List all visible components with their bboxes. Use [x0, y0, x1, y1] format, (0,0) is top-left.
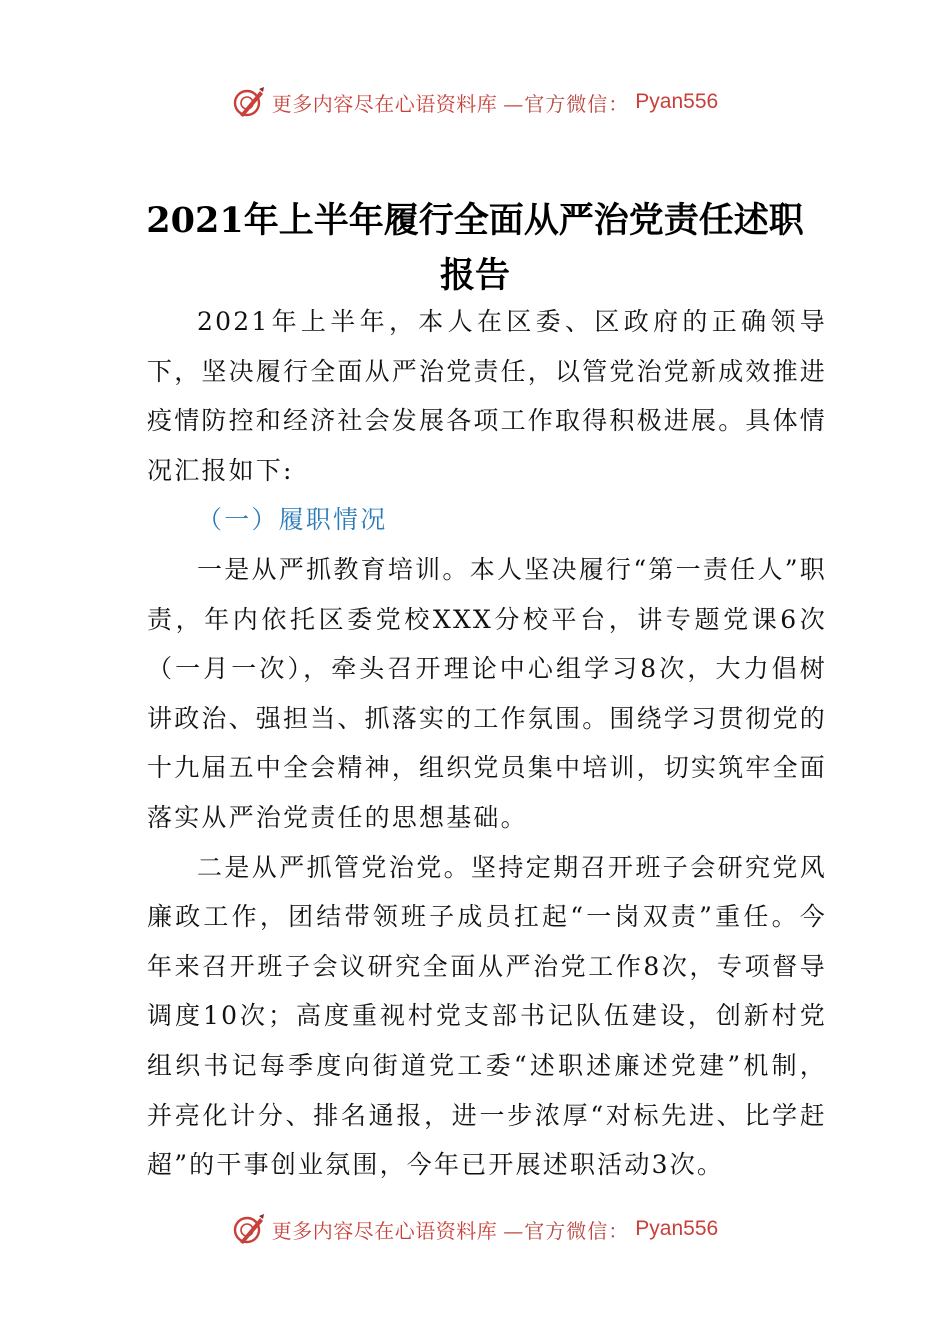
watermark-footer — [0, 1209, 950, 1249]
watermark-wechat-label: —官方微信： — [503, 91, 630, 116]
watermark-header — [0, 82, 950, 122]
document-title — [100, 193, 850, 303]
pen-circle-logo-icon — [232, 85, 266, 119]
document-title-line2: 报告 — [439, 255, 510, 297]
intro-paragraph: 2021年上半年，本人在区委、区政府的正确领导下，坚决履行全面从严治党责任，以管党治党新成效推进疫情防控和经济社会发展各项工作取得积极进展。具体情况汇报如下: — [147, 307, 828, 485]
watermark-site-name: 更多内容尽在心语资料库 — [271, 1218, 498, 1243]
watermark-site-name: 更多内容尽在心语资料库 — [271, 91, 498, 116]
section-heading: （一）履职情况 — [197, 505, 388, 535]
watermark-wechat-id: Pyan556 — [635, 1217, 719, 1240]
body-paragraph-2: 二是从严抓管党治党。坚持定期召开班子会研究党风廉政工作，团结带领班子成员扛起“一岗双责”重任。今年来召开班子会议研究全面从严治党工作8次，专项督导调度10次；高度重视村党支部书记队伍建设，创新村党组织书记每季度向街道党工委“述职述廉述党建”机制，并亮化计分、排名通报，进一步浓厚“对标先进、比学赶超”的干事创业氛围，今年已开展述职活动3次。 — [147, 852, 827, 1180]
document-title-line1: 2021年上半年履行全面从严治党责任述职 — [146, 200, 804, 242]
pen-circle-logo-icon — [232, 1212, 266, 1246]
watermark-wechat-id: Pyan556 — [635, 90, 719, 113]
document-body — [147, 297, 827, 1190]
body-paragraph-1: 一是从严抓教育培训。本人坚决履行“第一责任人”职责，年内依托区委党校XXX分校平台，讲专题党课6次（一月一次），牵头召开理论中心组学习8次，大力倡树讲政治、强担当、抓落实的工作氛围。围绕学习贯彻党的十九届五中全会精神，组织党员集中培训，切实筑牢全面落实从严治党责任的思想基础。 — [147, 554, 828, 832]
watermark-wechat-label: —官方微信： — [503, 1218, 630, 1243]
